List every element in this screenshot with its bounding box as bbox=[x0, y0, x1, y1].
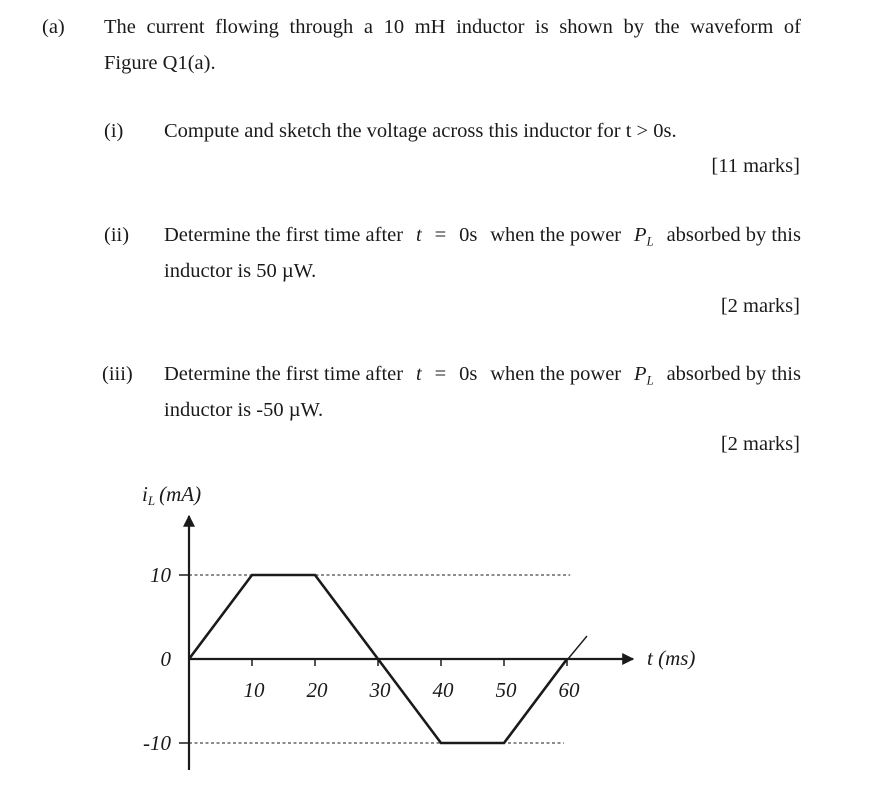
part-iii-label: (iii) bbox=[102, 363, 133, 385]
question-intro-line2: Figure Q1(a). bbox=[104, 52, 216, 74]
x-tick-label: 50 bbox=[495, 678, 517, 702]
y-tick-label: -10 bbox=[143, 731, 171, 755]
part-i-label: (i) bbox=[104, 120, 124, 142]
part-ii-line1-post: absorbed by this bbox=[666, 224, 801, 246]
y-axis-label: iL (mA) bbox=[142, 482, 202, 508]
waveform-continuation-line bbox=[553, 636, 587, 677]
part-i-marks: [11 marks] bbox=[711, 155, 800, 177]
part-ii-line2: inductor is 50 µW. bbox=[164, 260, 317, 282]
part-iii-marks: [2 marks] bbox=[720, 433, 800, 455]
x-tick-label: 10 bbox=[243, 678, 265, 702]
x-tick-label: 20 bbox=[306, 678, 328, 702]
part-iii-p: P bbox=[634, 363, 647, 385]
part-ii-zero-value: 0s bbox=[459, 224, 478, 246]
y-tick-label: 0 bbox=[160, 647, 171, 671]
part-ii-marks: [2 marks] bbox=[720, 295, 800, 317]
x-tick-label: 30 bbox=[369, 678, 391, 702]
part-iii-equals: = bbox=[434, 363, 447, 385]
part-iii-line1-mid: when the power bbox=[490, 363, 622, 385]
question-label: (a) bbox=[42, 16, 65, 38]
part-i-text: Compute and sketch the voltage across this inductor for t > 0s. bbox=[164, 120, 677, 142]
x-axis-label: t (ms) bbox=[647, 646, 696, 670]
part-ii-p: P bbox=[634, 224, 647, 246]
part-ii-equals: = bbox=[434, 224, 447, 246]
part-iii-line1-post: absorbed by this bbox=[666, 363, 801, 385]
part-ii-t-symbol: t bbox=[415, 224, 422, 246]
part-iii-line2: inductor is -50 µW. bbox=[164, 399, 324, 421]
part-iii-zero-value: 0s bbox=[459, 363, 478, 385]
part-ii-label: (ii) bbox=[104, 224, 130, 246]
part-ii-line1-mid: when the power bbox=[490, 224, 622, 246]
x-tick-label: 60 bbox=[558, 678, 580, 702]
part-ii-line1-pre: Determine the first time after bbox=[164, 224, 404, 246]
y-tick-label: 10 bbox=[150, 563, 171, 587]
part-iii-t-symbol: t bbox=[415, 363, 422, 385]
part-iii-line1-pre: Determine the first time after bbox=[164, 363, 404, 385]
part-iii-p-sub: L bbox=[646, 373, 654, 388]
x-tick-label: 40 bbox=[432, 678, 454, 702]
question-intro-line1: The current flowing through a 10 mH inductor is shown by the waveform of bbox=[104, 16, 801, 38]
part-ii-p-sub: L bbox=[646, 234, 654, 249]
